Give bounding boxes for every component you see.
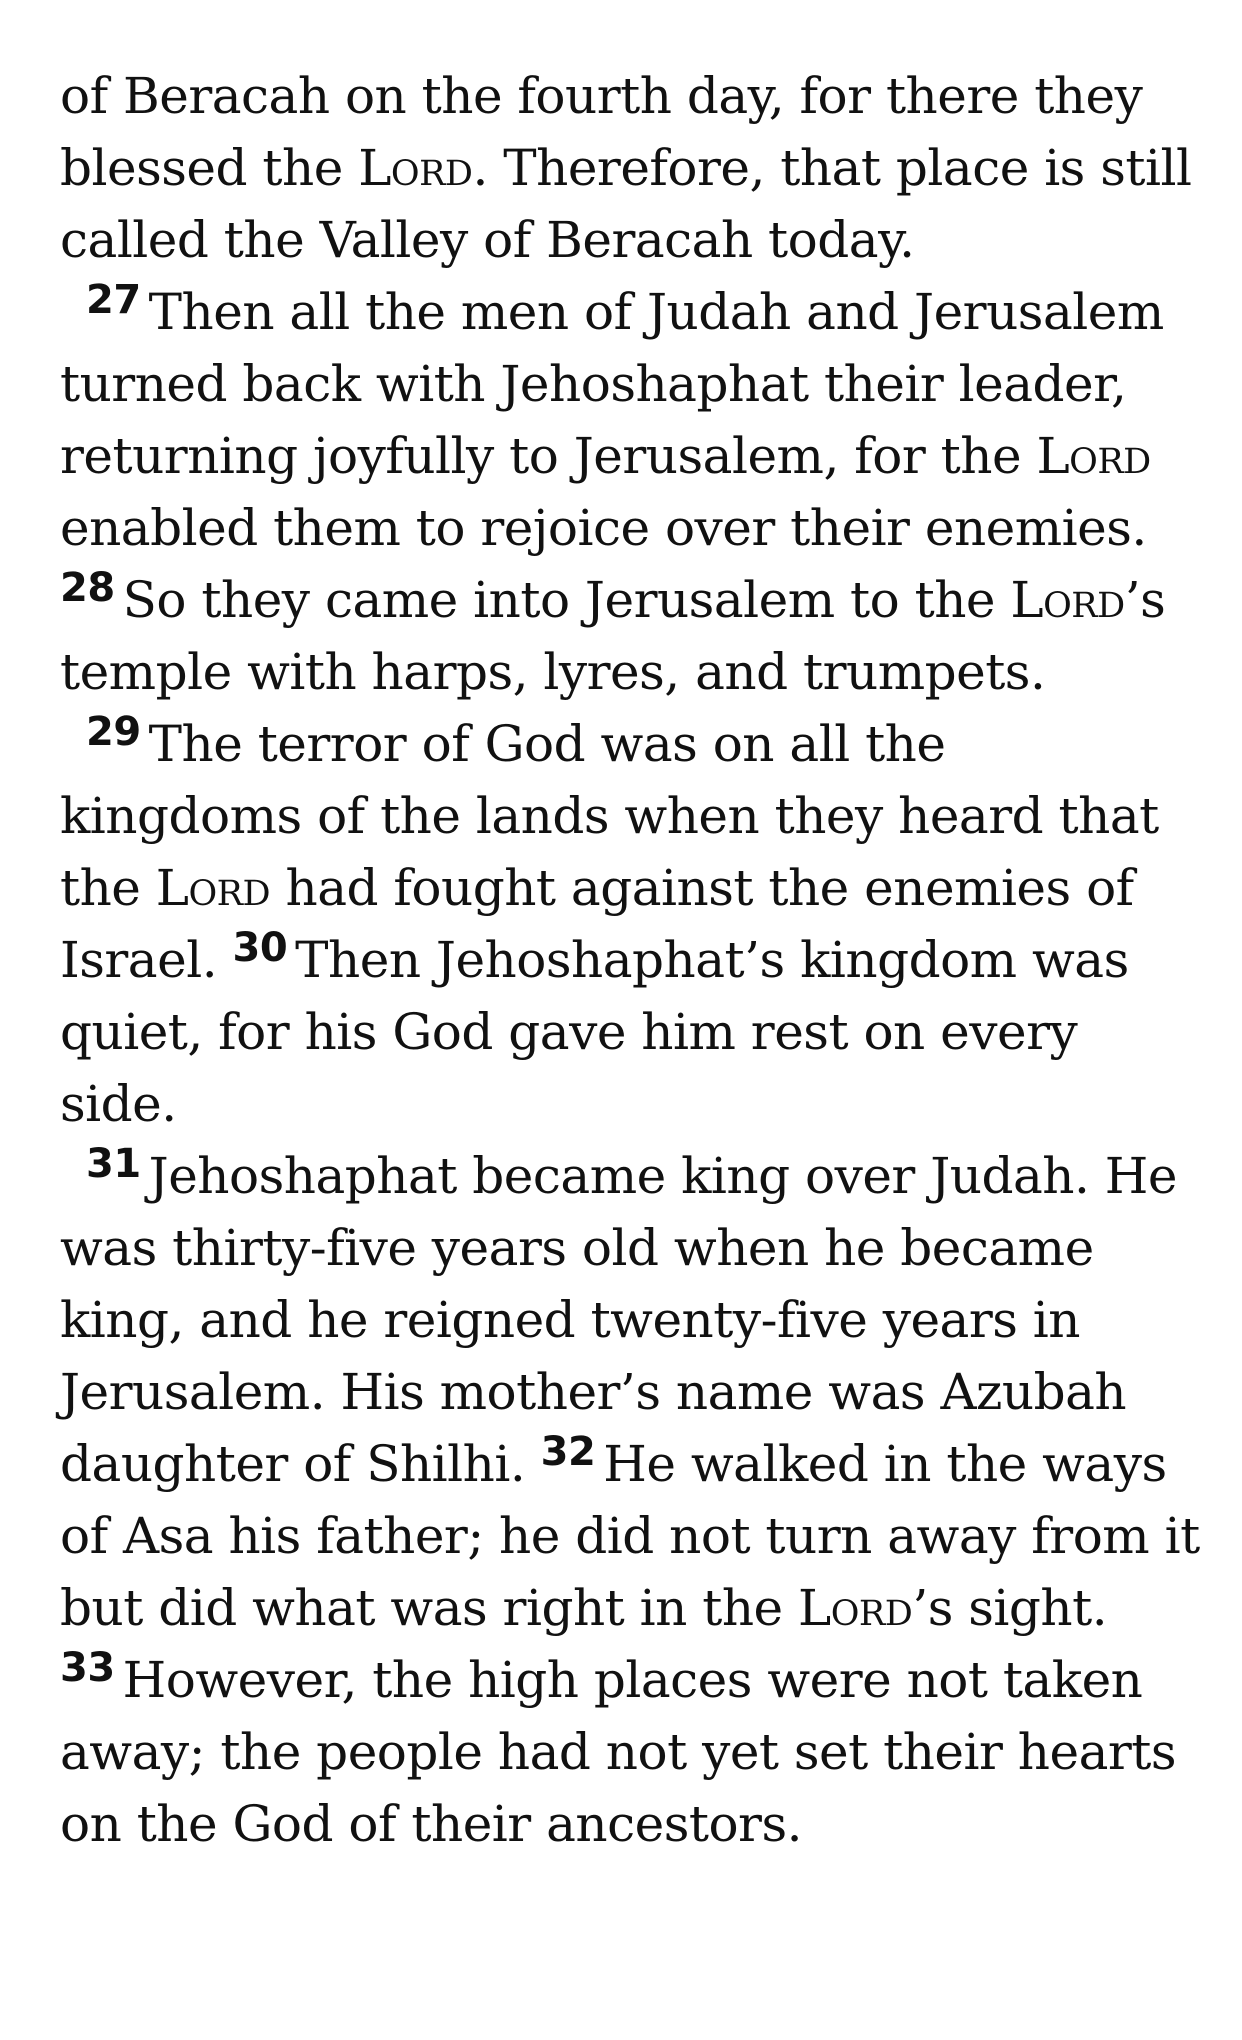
verse-number-27[interactable]: 27 [86, 277, 141, 323]
paragraph-1 [60, 60, 1200, 276]
lord-small-caps: Lord [798, 1579, 913, 1637]
text-run: ’s sight. [912, 1579, 1108, 1637]
lord-small-caps: Lord [1010, 571, 1125, 629]
paragraph-3 [60, 708, 1200, 1140]
scripture-text [60, 60, 1200, 1860]
text-run: Then Jehoshaphat’s kingdom was quiet, for his God gave him rest on every side. [60, 931, 1129, 1133]
verse-number-32[interactable]: 32 [540, 1429, 596, 1475]
lord-small-caps: Lord [155, 859, 271, 917]
verse-number-29[interactable]: 29 [86, 709, 141, 755]
text-run: . Therefore, that place is still called the Valley of Beracah today. [60, 139, 1192, 269]
text-run: Jehoshaphat became king over Judah. He was thirty-five years old when he became king, and he reigned twenty-five years in Jerusalem. His mother’s name was Azubah daughter of Shilhi. [60, 1147, 1177, 1493]
text-run: So they came into Jerusalem to the [122, 571, 1011, 629]
text-run: Then all the men of Judah and Jerusalem turned back with Jehoshaphat their leader, returning joyfully to Jerusalem, for the [60, 283, 1164, 485]
text-run: However, the high places were not taken away; the people had not yet set their hearts on the God of their ancestors. [60, 1651, 1177, 1853]
text-run: of Beracah on the fourth day, for there they blessed the [60, 67, 1143, 197]
text-run: had fought against the enemies of Israel. [60, 859, 1134, 989]
text-run: ’s temple with harps, lyres, and trumpets. [60, 571, 1166, 701]
lord-small-caps: Lord [1036, 427, 1151, 485]
verse-number-33[interactable]: 33 [60, 1645, 115, 1691]
paragraph-4 [60, 1140, 1200, 1860]
text-run: The terror of God was on all the kingdoms of the lands when they heard that the [60, 715, 1159, 917]
text-run: enabled them to rejoice over their enemies. [60, 499, 1147, 557]
verse-number-31[interactable]: 31 [86, 1141, 141, 1187]
paragraph-2 [60, 276, 1200, 708]
lord-small-caps: Lord [358, 139, 473, 197]
verse-number-30[interactable]: 30 [232, 925, 288, 971]
text-run: He walked in the ways of Asa his father; he did not turn away from it but did what was right in the [60, 1435, 1200, 1637]
verse-number-28[interactable]: 28 [60, 565, 115, 611]
